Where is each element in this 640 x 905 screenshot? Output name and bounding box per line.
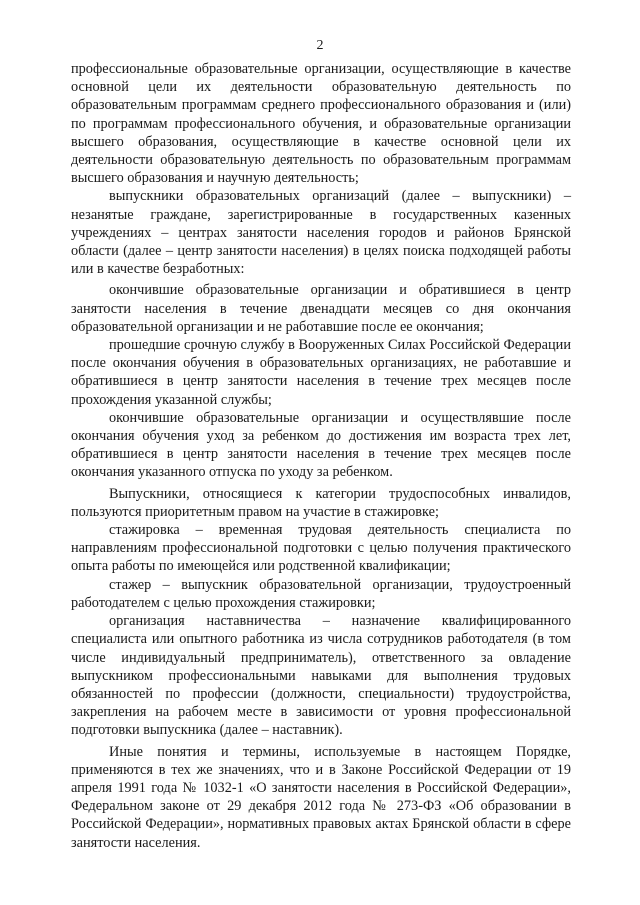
paragraph: прошедшие срочную службу в Вооруженных Силах Российской Федерации после окончания обучения в образовательных организациях, не работавшие и обратившиеся в центр занятости населения в течение трех месяцев после прохождения указанной службы; (71, 337, 571, 408)
paragraph: выпускники образовательных организаций (далее – выпускники) – незанятые граждане, зарегистрированные в государственных казенных учреждениях – центрах занятости населения городов и районов Брянской области (далее – центр занятости населения) в целях поиска подходящей работы или в качестве безработных: (71, 188, 571, 278)
paragraph: Выпускники, относящиеся к категории трудоспособных инвалидов, пользуются приоритетным правом на участие в стажировке; (71, 485, 571, 520)
paragraph: Иные понятия и термины, используемые в настоящем Порядке, применяются в тех же значениях, что и в Законе Российской Федерации от 19 апреля 1991 года № 1032-1 «О занятости населения в Российской Федерации», Федеральном законе от 29 декабря 2012 года № 273-ФЗ «Об образовании в Российской Федерации», нормативных правовых актах Брянской области в сфере занятости населения. (71, 743, 571, 851)
paragraph: окончившие образовательные организации и обратившиеся в центр занятости населения в течение двенадцати месяцев со дня окончания образовательной организации и не работавшие после ее окончания; (71, 282, 571, 335)
paragraph: стажировка – временная трудовая деятельность специалиста по направлениям профессиональной подготовки с целью получения практического опыта работы по имеющейся или родственной квалификации; (71, 522, 571, 575)
paragraph: профессиональные образовательные организации, осуществляющие в качестве основной цели их деятельности образовательную деятельность по образовательным программам среднего профессионального образования и (или) по программам профессионального обучения, и образовательные организации высшего образования, осуществляющие в качестве основной цели их деятельности образовательную деятельность по образовательным программам высшего образования и научную деятельность; (71, 61, 571, 187)
paragraph: окончившие образовательные организации и осуществлявшие после окончания обучения уход за ребенком до достижения им возраста трех лет, обратившиеся в центр занятости населения в течение трех месяцев после окончания указанного отпуска по уходу за ребенком. (71, 409, 571, 481)
paragraph: организация наставничества – назначение квалифицированного специалиста или опытного работника из числа сотрудников работодателя (в том числе индивидуальный предприниматель), ответственного за овладение выпускником профессиональными навыками для выполнения трудовых обязанностей по профессии (должности, специальности) трудоустройства, закрепления на рабочем месте в зависимости от уровня профессиональной подготовки выпускника (далее – наставник). (71, 613, 571, 739)
paragraph: стажер – выпускник образовательной организации, трудоустроенный работодателем с целью прохождения стажировки; (71, 576, 571, 611)
document-body (71, 60, 571, 852)
page-number: 2 (316, 38, 324, 53)
